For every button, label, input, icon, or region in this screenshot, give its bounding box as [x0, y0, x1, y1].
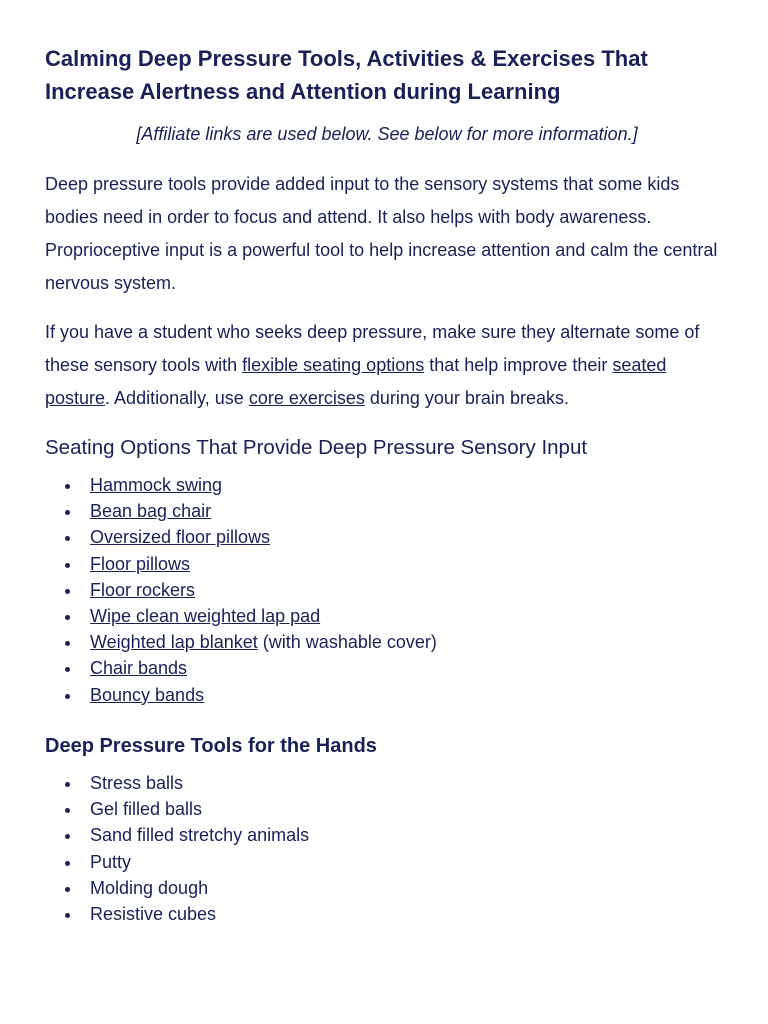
list-item: [45, 682, 437, 708]
list-item: [45, 629, 437, 655]
seating-item-link[interactable]: Chair bands: [90, 658, 188, 679]
list-item: [45, 498, 437, 524]
intro-paragraph: Deep pressure tools provide added input to the sensory systems that some kids bodies need in order to focus and attend. It also helps with body awareness. Proprioceptive input is a powerful tool to help increase attention and calm the central nervous system.: [45, 174, 718, 293]
list-item: [45, 472, 437, 498]
seated-posture-link[interactable]: seated posture: [45, 355, 667, 408]
list-item: Gel filled balls: [45, 796, 309, 822]
posture-paragraph: [45, 316, 735, 415]
list-item: Resistive cubes: [45, 901, 309, 927]
seating-item-link[interactable]: Floor rockers: [90, 579, 196, 600]
seating-item-link[interactable]: Weighted lap blanket: [90, 632, 258, 653]
list-item: [45, 603, 437, 629]
hand-tools-list: [45, 770, 309, 927]
seating-item-link[interactable]: Hammock swing: [90, 475, 223, 495]
seating-item-link[interactable]: Floor pillows: [90, 553, 191, 574]
seating-options-list: [45, 472, 437, 708]
paragraph-text: . Additionally, use: [105, 388, 249, 408]
seating-item-link[interactable]: Wipe clean weighted lap pad: [90, 605, 321, 626]
affiliate-note: [Affiliate links are used below. See below for more information.]: [136, 124, 638, 144]
paragraph-text: that help improve their: [424, 355, 613, 375]
list-item: Sand filled stretchy animals: [45, 822, 309, 848]
paragraph-text: during your brain breaks.: [364, 388, 569, 408]
hands-heading: Deep Pressure Tools for the Hands: [45, 735, 377, 757]
list-item: Stress balls: [45, 770, 309, 796]
seating-item-note: (with washable cover): [257, 632, 437, 653]
flexible-seating-link[interactable]: flexible seating options: [242, 355, 425, 375]
list-item: [45, 577, 437, 603]
list-item: Molding dough: [45, 875, 309, 901]
seating-heading: Seating Options That Provide Deep Pressure Sensory Input: [45, 436, 588, 459]
seating-item-link[interactable]: Bouncy bands: [90, 684, 205, 705]
seating-item-link[interactable]: Oversized floor pillows: [90, 527, 271, 548]
core-exercises-link[interactable]: core exercises: [248, 388, 365, 408]
page-title: Calming Deep Pressure Tools, Activities & Exercises That Increase Alertness and Attention during Learning: [45, 46, 648, 104]
seating-item-link[interactable]: Bean bag chair: [90, 501, 212, 522]
list-item: [45, 551, 437, 577]
paragraph-text: If you have a student who seeks deep pressure, make sure they alternate some of these sensory tools with: [45, 322, 700, 375]
list-item: Putty: [45, 849, 309, 875]
list-item: [45, 524, 437, 550]
list-item: [45, 655, 437, 681]
